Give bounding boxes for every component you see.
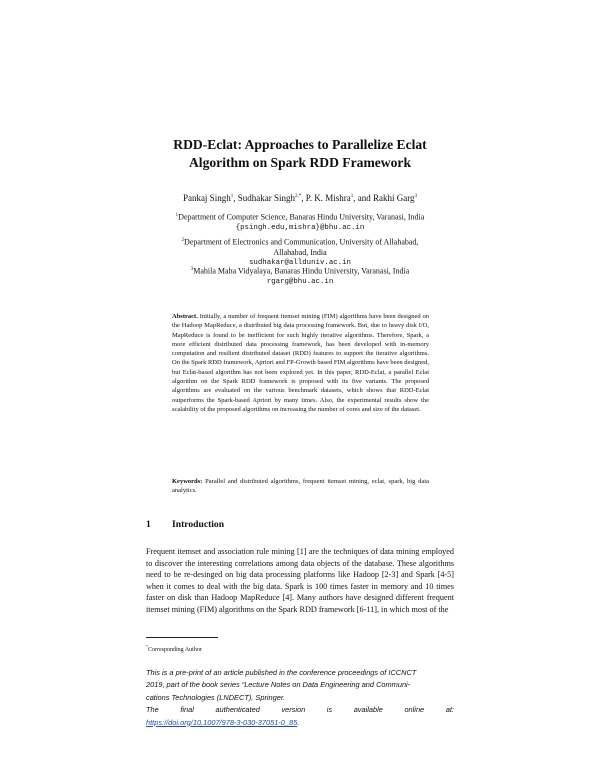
title-line-2: Algorithm on Spark RDD Framework — [188, 155, 412, 170]
doi-link-suffix: . — [297, 717, 300, 727]
keywords-text: Parallel and distributed algorithms, frequent itemset mining, eclat, spark, big data analytics. — [172, 478, 430, 495]
preprint-line-3: cations Technologies (LNDECT), Springer. — [146, 692, 286, 702]
preprint-word: final — [180, 705, 194, 715]
section-heading — [146, 519, 224, 530]
affiliation-2 — [0, 236, 600, 268]
author-name: Pankaj Singh — [182, 193, 231, 203]
author-mark: 2,* — [294, 194, 302, 199]
preprint-word: at: — [445, 705, 454, 715]
affiliation-mark: 2 — [181, 238, 185, 243]
author-mark: 1 — [230, 194, 234, 199]
affiliation-email: {psingh.edu,mishra}@bhu.ac.in — [235, 223, 365, 232]
affiliation-email: rgarg@bhu.ac.in — [266, 277, 334, 286]
affiliation-mark: 1 — [175, 213, 179, 218]
preprint-word: The — [146, 705, 159, 715]
preprint-line-1: This is a pre-print of an article published in the conference proceedings of ICCNCT — [146, 668, 417, 677]
affiliation-3 — [0, 265, 600, 287]
footnote-divider — [146, 637, 218, 638]
section-number: 1 — [146, 519, 151, 530]
author-name: and Rakhi Garg — [357, 193, 415, 203]
preprint-word: online — [404, 705, 425, 715]
affiliation-email: sudhakar@allduniv.ac.in — [248, 258, 351, 267]
doi-link[interactable]: https://doi.org/10.1007/978-3-030-37051-0_85 — [146, 717, 298, 727]
footnote-text: Corresponding Author — [148, 647, 202, 653]
preprint-word: authenticated — [215, 705, 260, 715]
title-line-1: RDD-Eclat: Approaches to Parallelize Eclat — [173, 137, 427, 152]
abstract-label: Abstract. — [172, 313, 198, 320]
author-list: Pankaj Singh$^1$, Sudhakar Singh$^{2,*}$, P. K. Mishra$^1$, and Rakhi Garg$^3$ — [182, 193, 418, 203]
affiliation-1 — [0, 211, 600, 233]
author-name: Sudhakar Singh — [237, 193, 295, 203]
preprint-line-2: 2019, part of the book series “Lecture Notes on Data Engineering and Communi- — [146, 680, 411, 690]
affiliation-name-cont: Allahabad, India — [273, 247, 327, 257]
footnote-mark: * — [146, 644, 148, 649]
abstract — [172, 312, 429, 414]
author-mark: 3 — [414, 194, 418, 199]
affiliation-name: Department of Electronics and Communication, University of Allahabad, — [184, 237, 419, 247]
paper-title — [0, 136, 600, 172]
footnote — [146, 644, 202, 653]
preprint-word: available — [353, 705, 383, 715]
introduction-paragraph: Frequent itemset and association rule mining [1] are the techniques of data mining employed to discover the interesting correlations among data objects of the database. These algorithms need to be re-desinged on big data processing platforms like Hadoop [2-3] and Spark [4-5] when it comes to deal with the big data. Spark is 100 times faster in memory and 10 times faster on disk than Hadoop MapReduce [4]. Many authors have designed different frequent itemset mining (FIM) algorithms on the Spark RDD framework [6-11], in which most of the — [146, 547, 454, 614]
affiliation-name: Department of Computer Science, Banaras Hindu University, Varanasi, India — [178, 212, 425, 222]
affiliation-mark: 3 — [190, 267, 194, 272]
abstract-text: Initially, a number of frequent itemset mining (FIM) algorithms have been designed on the Hadoop MapReduce, a distributed big data processing framework. But, due to heavy disk I/O, MapReduce is found to be inefficient for such highly iterative algorithms. Therefore, Spark, a more efficient distributed data processing framework, has been developed with in-memory computation and resilient distributed dataset (RDD) features to support the iterative algorithms. On the Spark RDD framework, Apriori and FP-Growth based FIM algorithms have been designed, but Eclat-based algorithm has not been explored yet. In this paper, RDD-Eclat, a parallel Eclat algorithm on the Spark RDD framework is proposed with its five variants. The proposed algorithms are evaluated on the various benchmark datasets, which shows that RDD-Eclat outperforms the Spark-based Apriori by many times. Also, the experimental results show the scalability of the proposed algorithms on increasing the number of cores and size of the dataset. — [172, 313, 429, 413]
preprint-word: is — [326, 705, 333, 715]
section-title: Introduction — [172, 519, 225, 530]
author-mark: 1 — [350, 194, 354, 199]
preprint-word: version — [281, 705, 306, 715]
affiliation-name: Mahila Maha Vidyalaya, Banaras Hindu University, Varanasi, India — [193, 266, 410, 276]
keywords-label: Keywords: — [172, 478, 203, 485]
preprint-line-5 — [146, 717, 454, 729]
preprint-line-4 — [146, 704, 454, 716]
keywords — [172, 477, 429, 496]
preprint-notice — [146, 667, 454, 729]
author-name: P. K. Mishra — [305, 193, 351, 203]
